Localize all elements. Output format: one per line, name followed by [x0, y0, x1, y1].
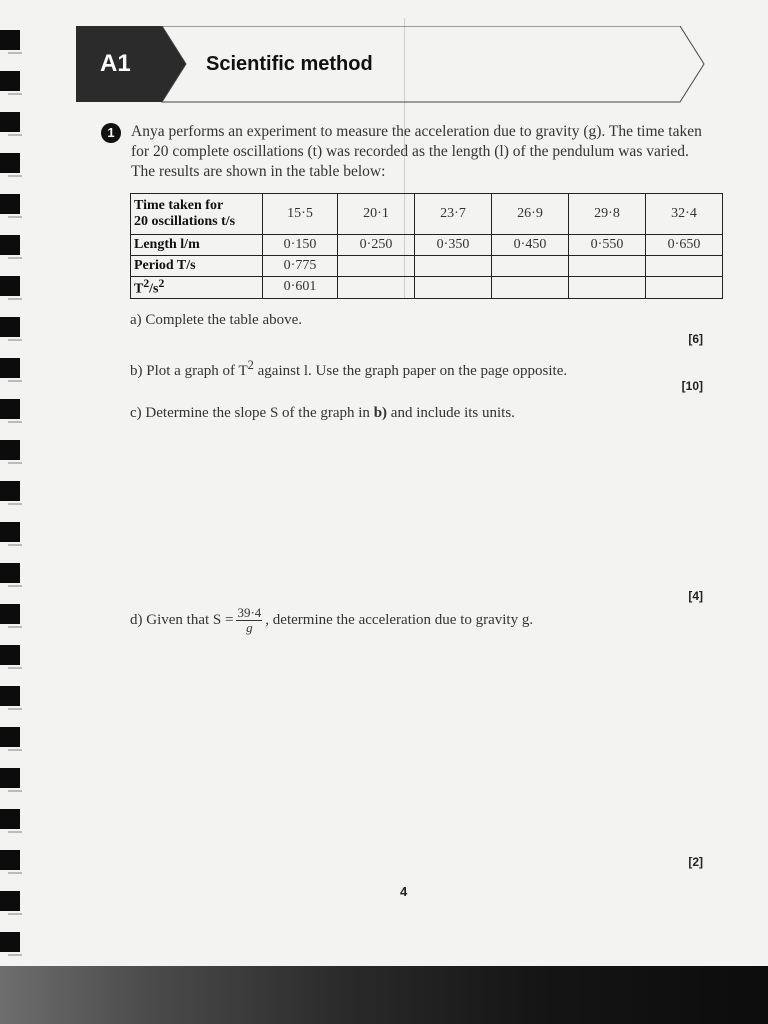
part-c — [130, 405, 515, 422]
spiral-binding — [0, 0, 22, 960]
label-part: T — [134, 281, 144, 297]
part-text: Given that S = — [146, 611, 234, 628]
binding-hole — [0, 522, 20, 542]
table-cell: 26·9 — [492, 194, 569, 235]
table-cell: 0·150 — [263, 235, 338, 256]
label-part: 2 — [143, 277, 150, 290]
table-cell: 15·5 — [263, 194, 338, 235]
fraction-numerator: 39·4 — [237, 605, 262, 620]
table-cell: 0·601 — [263, 277, 338, 299]
marks-d: [2] — [688, 855, 703, 869]
binding-hole — [0, 71, 20, 91]
part-text: 2 — [247, 358, 254, 372]
binding-hole — [0, 358, 20, 378]
table-cell: 20·1 — [338, 194, 415, 235]
binding-hole — [0, 440, 20, 460]
binding-hole — [0, 727, 20, 747]
table-cell-empty[interactable] — [569, 277, 646, 299]
question-number-badge: 1 — [101, 123, 121, 143]
part-letter: c) — [130, 405, 142, 421]
binding-hole — [0, 194, 20, 214]
binding-hole — [0, 481, 20, 501]
part-text: Complete the table above. — [145, 312, 303, 328]
part-reference: b) — [373, 405, 388, 421]
binding-hole — [0, 932, 20, 952]
binding-hole — [0, 317, 20, 337]
binding-hole — [0, 850, 20, 870]
table-cell: 0·250 — [338, 235, 415, 256]
table-cell-empty[interactable] — [646, 277, 723, 299]
binding-hole — [0, 563, 20, 583]
marks-c: [4] — [688, 589, 703, 603]
results-table — [130, 193, 723, 299]
table-cell: 0·550 — [569, 235, 646, 256]
table-row — [131, 194, 723, 235]
row-header-period-squared — [131, 277, 263, 299]
part-text: Plot a graph of T — [146, 363, 248, 379]
label-part: 2 — [158, 277, 165, 290]
part-a — [130, 312, 302, 329]
table-cell: 29·8 — [569, 194, 646, 235]
table-cell: 0·350 — [415, 235, 492, 256]
binding-hole — [0, 686, 20, 706]
part-text: against l. Use the graph paper on the page opposite. — [253, 363, 568, 379]
unit-badge: A1 — [100, 50, 131, 77]
table-cell-empty[interactable] — [338, 256, 415, 277]
part-text: Determine the slope S of the graph in — [145, 405, 374, 421]
part-letter: d) — [130, 611, 143, 628]
label-part: /s — [149, 281, 159, 297]
table-cell-empty[interactable] — [415, 256, 492, 277]
table-cell: 23·7 — [415, 194, 492, 235]
row-header-period: Period T/s — [131, 256, 263, 277]
table-row — [131, 256, 723, 277]
row-header-time — [131, 194, 263, 235]
marks-b: [10] — [681, 379, 703, 393]
fraction — [236, 606, 262, 635]
part-d — [130, 606, 533, 635]
row-header-length: Length l/m — [131, 235, 263, 256]
scan-shadow — [0, 966, 768, 1024]
table-cell-empty[interactable] — [492, 277, 569, 299]
binding-hole — [0, 891, 20, 911]
binding-hole — [0, 235, 20, 255]
table-cell-empty[interactable] — [569, 256, 646, 277]
header-banner-shape — [76, 26, 706, 104]
binding-hole — [0, 399, 20, 419]
binding-hole — [0, 768, 20, 788]
part-text: , determine the acceleration due to gravity g. — [265, 611, 534, 628]
fraction-denominator: g — [246, 620, 253, 635]
part-b — [130, 358, 567, 380]
binding-hole — [0, 153, 20, 173]
marks-a: [6] — [688, 332, 703, 346]
table-cell: 0·775 — [263, 256, 338, 277]
part-letter: b) — [130, 363, 143, 379]
binding-hole — [0, 30, 20, 50]
row-header-line: 20 oscillations t/s — [134, 214, 236, 229]
binding-hole — [0, 276, 20, 296]
table-cell: 32·4 — [646, 194, 723, 235]
page-title: Scientific method — [206, 53, 373, 75]
table-row — [131, 277, 723, 299]
table-cell-empty[interactable] — [492, 256, 569, 277]
section-header — [76, 26, 684, 102]
binding-hole — [0, 645, 20, 665]
row-header-line: Time taken for — [134, 198, 224, 213]
table-cell-empty[interactable] — [415, 277, 492, 299]
part-text: and include its units. — [387, 405, 515, 421]
table-cell: 0·450 — [492, 235, 569, 256]
part-letter: a) — [130, 312, 142, 328]
binding-hole — [0, 112, 20, 132]
table-cell: 0·650 — [646, 235, 723, 256]
binding-hole — [0, 809, 20, 829]
binding-hole — [0, 604, 20, 624]
page-number: 4 — [400, 884, 408, 899]
question-intro: Anya performs an experiment to measure the acceleration due to gravity (g). The time taken for 20 complete oscillations (t) was recorded as the length (l) of the pendulum was varied. The results are shown in the table below: — [131, 123, 702, 180]
table-cell-empty[interactable] — [646, 256, 723, 277]
table-row — [131, 235, 723, 256]
table-cell-empty[interactable] — [338, 277, 415, 299]
